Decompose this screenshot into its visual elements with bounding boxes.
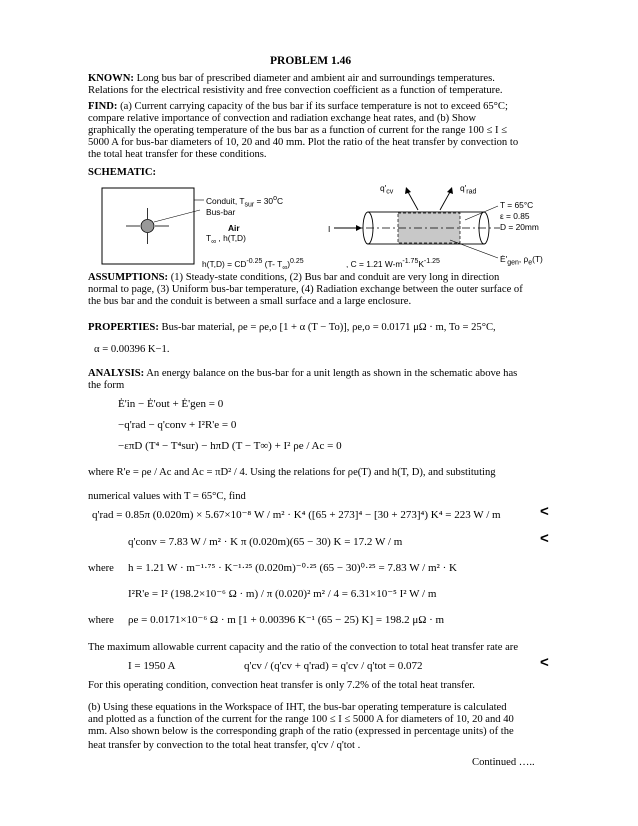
equation-qrad: q'rad = 0.85π (0.020m) × 5.67×10⁻⁸ W / m² · K⁴ ([65 + 273]⁴ − [30 + 273]⁴) K⁴ = 223 W / m: [92, 509, 501, 521]
part-b-text-2: and plotted as a function of the current for the range 100 ≤ I ≤ 5000 A for diameters of 10, 20 and 40: [88, 714, 514, 725]
answer-marker-current: <: [540, 654, 549, 671]
current-label: I: [328, 224, 331, 234]
analysis-text-2: the form: [88, 380, 125, 391]
where-h-label: where: [88, 563, 114, 574]
equation-i2r: I²R'e = I² (198.2×10⁻⁶ Ω · m) / π (0.020)² m² / 4 = 6.31×10⁻⁵ I² W / m: [128, 588, 437, 600]
schematic-label: SCHEMATIC:: [88, 167, 157, 178]
analysis-text-1: An energy balance on the bus-bar for a unit length as shown in the schematic above has: [146, 368, 518, 379]
properties-text-1: Bus-bar material, ρe = ρe,o [1 + α (T − To)], ρe,o = 0.0171 μΩ · m, To = 25°C,: [161, 322, 496, 333]
equation-expanded: −επD (T⁴ − T⁴sur) − hπD (T − T∞) + I² ρe / Ac = 0: [118, 440, 342, 452]
equation-rho: ρe = 0.0171×10⁻⁶ Ω · m [1 + 0.00396 K⁻¹ (65 − 25) K] = 198.2 μΩ · m: [128, 614, 445, 626]
known-text-1: Long bus bar of prescribed diameter and ambient air and surroundings temperatures.: [136, 73, 495, 84]
equation-h: h = 1.21 W · m⁻¹·⁷⁵ · K⁻¹·²⁵ (0.020m)⁻⁰·²⁵ (65 − 30)⁰·²⁵ = 7.83 W / m² · K: [128, 562, 457, 574]
equation-current: I = 1950 A: [128, 660, 176, 672]
conduit-label: Conduit, $T_{sur} = 30^oC$: [206, 195, 284, 209]
part-b-text-4: heat transfer by convection to the total heat transfer, q'cv / q'tot .: [88, 740, 361, 751]
where-rho-label: where: [88, 615, 114, 626]
page-title: PROBLEM 1.46: [270, 55, 352, 67]
analysis-line-1: [88, 367, 517, 380]
equation-ratio: q'cv / (q'cv + q'rad) = q'cv / q'tot = 0.072: [244, 660, 423, 672]
assumptions-label: ASSUMPTIONS:: [88, 272, 169, 283]
find-text-3: graphically the operating temperature of the bus bar as a function of current for the range 100 ≤ I ≤: [88, 125, 508, 136]
where-text-1: where R'e = ρe / Ac and Ac = πD² / 4. Using the relations for ρe(T) and h(T, D), and substituting: [88, 467, 496, 478]
part-b-text-3: mm. Also shown below is the corresponding graph of the ratio (expressed in percentage units) of the: [88, 726, 514, 737]
part-b-text-1: (b) Using these equations in the Workspace of IHT, the bus-bar operating temperature is calculated: [88, 702, 507, 713]
equation-qconv: q'conv = 7.83 W / m² · K π (0.020m)(65 − 30) K = 17.2 W / m: [128, 536, 403, 548]
qcv-label: $q'_{cv}$: [380, 183, 394, 196]
known-label: KNOWN:: [88, 73, 134, 84]
answer-marker-qrad: <: [540, 503, 549, 520]
equation-heat-rates: −q'rad − q'conv + I²R'e = 0: [118, 419, 237, 431]
properties-text-2: α = 0.00396 K−1.: [94, 344, 170, 355]
assumptions-text-1: (1) Steady-state conditions, (2) Bus bar and conduit are very long in direction: [170, 272, 500, 283]
find-label: FIND:: [88, 101, 118, 112]
find-text-4: 5000 A for bus-bar diameters of 10, 20 and 40 mm. Plot the ratio of the heat transfer by convection to: [88, 137, 519, 148]
h-relation: $h(T,D) = CD^{-0.25}$ (T- $T_\infty)^{0.25}$: [202, 258, 304, 272]
answer-marker-qconv: <: [540, 530, 549, 547]
assumptions-text-3: the bus bar and the conduit is between a small surface and a large enclosure.: [88, 296, 412, 307]
where-text-2: numerical values with T = 65°C, find: [88, 491, 246, 502]
equation-energy-balance: Ė'in − Ė'out + Ė'gen = 0: [118, 398, 224, 410]
qrad-label: $q'_{rad}$: [460, 183, 477, 196]
for-condition-text: For this operating condition, convection heat transfer is only 7.2% of the total heat transfer.: [88, 680, 475, 691]
properties-label: PROPERTIES:: [88, 322, 159, 333]
assumptions-text-2: normal to page, (3) Uniform bus-bar temperature, (4) Radiation exchange between the outer surface of: [88, 284, 523, 295]
tinf-label: $T_\infty$ , h(T,D): [206, 233, 246, 246]
temp-label: T = 65°C: [500, 200, 534, 210]
find-text-1: (a) Current carrying capacity of the bus bar if its surface temperature is not to exceed 65°C;: [120, 101, 508, 112]
analysis-label: ANALYSIS:: [88, 368, 145, 379]
c-value: , C = 1.21 $W-m^{-1.75}K^{-1.25}$: [346, 258, 440, 269]
busbar-circle: [141, 220, 154, 233]
known-text-2: Relations for the electrical resistivity and free convection coefficient as a function of temperature.: [88, 85, 503, 96]
properties-line-1: [88, 321, 496, 334]
find-text-2: compare relative importance of convection and radiation exchange heat rates, and (b) Show: [88, 113, 476, 124]
egen-label: $Ė'_{gen}$, $\rho_e(T)$: [500, 254, 543, 267]
find-text-5: the total heat transfer for these conditions.: [88, 149, 267, 160]
max-current-text: The maximum allowable current capacity and the ratio of the convection to total heat transfer rate are: [88, 642, 519, 653]
diameter-label: D = 20mm: [500, 222, 539, 232]
continued-text: Continued …..: [472, 757, 535, 768]
busbar-label: Bus-bar: [206, 207, 236, 217]
air-label: Air: [228, 223, 240, 233]
emissivity-label: ε = 0.85: [500, 211, 530, 221]
